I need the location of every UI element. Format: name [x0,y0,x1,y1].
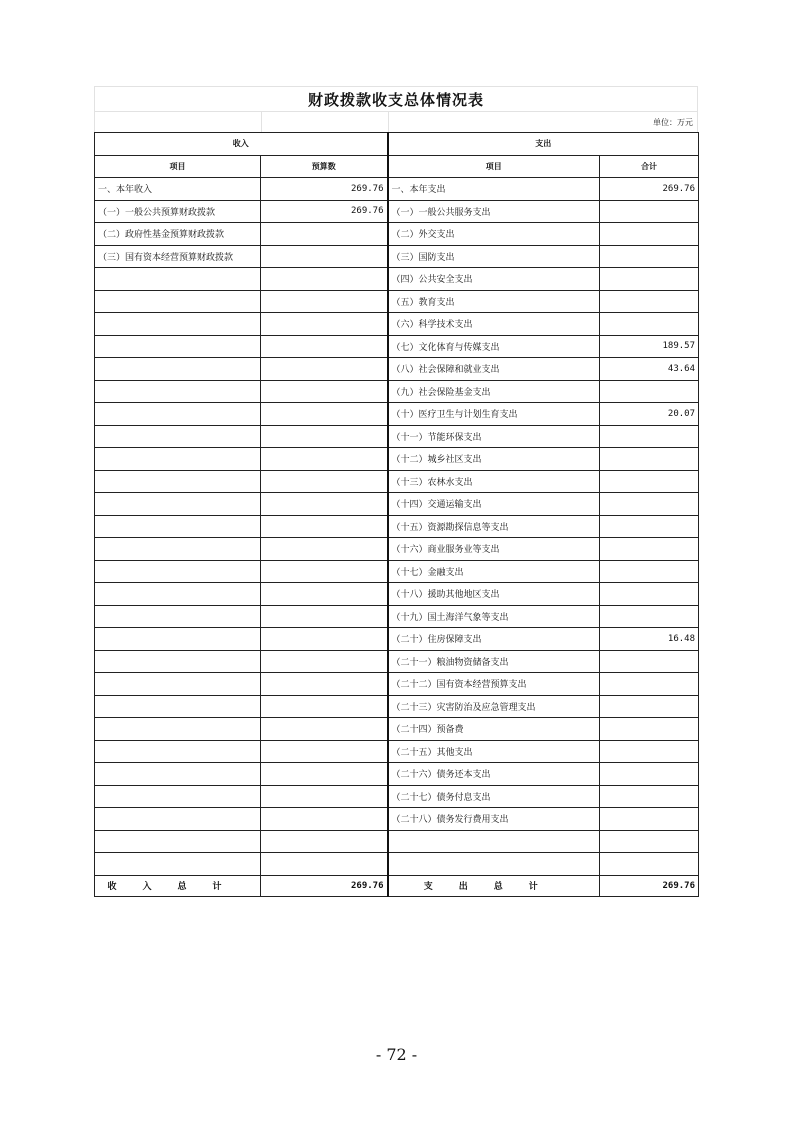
table-row [95,605,699,628]
income-item-cell [95,605,261,628]
expense-item-cell [388,830,600,853]
table-row [95,223,699,246]
income-header: 收入 [95,133,388,156]
table-row [95,448,699,471]
table-row [95,290,699,313]
income-value-cell [261,380,388,403]
expense-value-cell [600,538,699,561]
column-header-row [95,155,699,178]
expense-item-cell: （二十二）国有资本经营预算支出 [388,673,600,696]
col-expense-item: 项目 [388,155,600,178]
expense-value-cell: 189.57 [600,335,699,358]
expense-item-cell: （九）社会保险基金支出 [388,380,600,403]
income-total-value: 269.76 [261,875,388,896]
expense-value-cell [600,245,699,268]
income-value-cell [261,335,388,358]
expense-item-cell: （四）公共安全支出 [388,268,600,291]
unit-spacer-2 [262,112,389,132]
expense-value-cell [600,200,699,223]
income-value-cell: 269.76 [261,178,388,201]
income-item-cell: （一）一般公共预算财政拨款 [95,200,261,223]
expense-item-cell: （十四）交通运输支出 [388,493,600,516]
expense-item-cell: （二十七）债务付息支出 [388,785,600,808]
expense-item-cell: （三）国防支出 [388,245,600,268]
income-value-cell [261,268,388,291]
table-row [95,808,699,831]
income-value-cell [261,583,388,606]
expense-header: 支出 [388,133,699,156]
income-value-cell [261,223,388,246]
income-value-cell [261,853,388,876]
expense-item-cell: （十三）农林水支出 [388,470,600,493]
expense-value-cell [600,290,699,313]
income-item-cell [95,448,261,471]
expense-item-cell: （十五）资源勘探信息等支出 [388,515,600,538]
income-item-cell [95,268,261,291]
income-value-cell [261,763,388,786]
expense-value-cell [600,763,699,786]
income-value-cell [261,358,388,381]
table-row [95,425,699,448]
income-item-cell [95,493,261,516]
budget-sheet [94,86,698,897]
expense-item-cell: （一）一般公共服务支出 [388,200,600,223]
income-item-cell [95,808,261,831]
col-expense-total: 合计 [600,155,699,178]
table-row [95,830,699,853]
expense-value-cell [600,605,699,628]
table-row [95,358,699,381]
expense-value-cell [600,583,699,606]
table-row [95,470,699,493]
expense-value-cell [600,650,699,673]
table-row [95,538,699,561]
income-item-cell [95,740,261,763]
income-value-cell: 269.76 [261,200,388,223]
income-item-cell: （三）国有资本经营预算财政拨款 [95,245,261,268]
income-value-cell [261,448,388,471]
table-row [95,380,699,403]
income-value-cell [261,313,388,336]
income-item-cell [95,763,261,786]
income-value-cell [261,245,388,268]
income-item-cell [95,425,261,448]
expense-value-cell [600,493,699,516]
section-header-row [95,133,699,156]
col-income-item: 项目 [95,155,261,178]
income-item-cell [95,515,261,538]
expense-item-cell: （十六）商业服务业等支出 [388,538,600,561]
income-value-cell [261,808,388,831]
income-item-cell: 一、本年收入 [95,178,261,201]
income-value-cell [261,740,388,763]
income-item-cell [95,290,261,313]
income-value-cell [261,425,388,448]
table-row [95,853,699,876]
income-value-cell [261,830,388,853]
expense-item-cell: （二十八）债务发行费用支出 [388,808,600,831]
income-total-label: 收入总计 [95,875,261,896]
expense-item-cell: （二十）住房保障支出 [388,628,600,651]
col-income-budget: 预算数 [261,155,388,178]
expense-value-cell [600,223,699,246]
expense-value-cell: 20.07 [600,403,699,426]
expense-value-cell [600,448,699,471]
expense-item-cell: （二十四）预备费 [388,718,600,741]
table-row [95,740,699,763]
expense-item-cell: （二十一）粮油物资储备支出 [388,650,600,673]
total-row [95,875,699,896]
table-row [95,268,699,291]
table-row [95,583,699,606]
income-value-cell [261,628,388,651]
expense-value-cell: 43.64 [600,358,699,381]
expense-item-cell: （十九）国土海洋气象等支出 [388,605,600,628]
income-item-cell [95,313,261,336]
unit-label: 单位：万元 [653,117,693,127]
income-item-cell [95,853,261,876]
table-row [95,200,699,223]
expense-item-cell: （十一）节能环保支出 [388,425,600,448]
income-item-cell [95,380,261,403]
table-row [95,335,699,358]
expense-item-cell: （二十五）其他支出 [388,740,600,763]
income-item-cell [95,403,261,426]
table-row [95,178,699,201]
income-item-cell [95,628,261,651]
expense-value-cell: 269.76 [600,178,699,201]
income-value-cell [261,290,388,313]
expense-value-cell [600,830,699,853]
income-value-cell [261,493,388,516]
expense-total-label: 支出总计 [388,875,600,896]
sheet-title: 财政拨款收支总体情况表 [94,86,698,111]
page-number: - 72 - [375,1045,418,1064]
expense-value-cell [600,515,699,538]
expense-item-cell: （十八）援助其他地区支出 [388,583,600,606]
income-value-cell [261,650,388,673]
income-value-cell [261,470,388,493]
income-value-cell [261,605,388,628]
expense-value-cell [600,718,699,741]
table-row [95,695,699,718]
unit-row [94,111,698,132]
expense-item-cell: （十七）金融支出 [388,560,600,583]
expense-item-cell: （六）科学技术支出 [388,313,600,336]
expense-item-cell: （二十三）灾害防治及应急管理支出 [388,695,600,718]
expense-value-cell [600,425,699,448]
table-row [95,673,699,696]
expense-value-cell [600,470,699,493]
expense-value-cell [600,695,699,718]
income-item-cell: （二）政府性基金预算财政拨款 [95,223,261,246]
expense-value-cell [600,740,699,763]
expense-value-cell [600,673,699,696]
income-item-cell [95,470,261,493]
expense-item-cell: （二）外交支出 [388,223,600,246]
income-value-cell [261,673,388,696]
income-value-cell [261,695,388,718]
income-item-cell [95,538,261,561]
expense-item-cell [388,853,600,876]
income-item-cell [95,785,261,808]
expense-value-cell [600,313,699,336]
expense-item-cell: （八）社会保障和就业支出 [388,358,600,381]
expense-value-cell [600,560,699,583]
income-value-cell [261,560,388,583]
expense-value-cell [600,380,699,403]
income-value-cell [261,718,388,741]
expense-value-cell [600,853,699,876]
income-item-cell [95,673,261,696]
unit-spacer-1 [95,112,262,132]
expense-item-cell: （十二）城乡社区支出 [388,448,600,471]
table-row [95,763,699,786]
table-row [95,628,699,651]
expense-value-cell: 16.48 [600,628,699,651]
expense-value-cell [600,808,699,831]
expense-item-cell: （十）医疗卫生与计划生育支出 [388,403,600,426]
income-item-cell [95,583,261,606]
table-row [95,560,699,583]
income-value-cell [261,403,388,426]
expense-value-cell [600,785,699,808]
table-row [95,403,699,426]
expense-total-value: 269.76 [600,875,699,896]
expense-item-cell: （二十六）债务还本支出 [388,763,600,786]
income-item-cell [95,650,261,673]
table-row [95,718,699,741]
expense-item-cell: 一、本年支出 [388,178,600,201]
expense-item-cell: （七）文化体育与传媒支出 [388,335,600,358]
income-item-cell [95,695,261,718]
expense-value-cell [600,268,699,291]
table-row [95,313,699,336]
budget-table [94,132,699,897]
income-item-cell [95,830,261,853]
table-row [95,493,699,516]
income-value-cell [261,538,388,561]
income-item-cell [95,358,261,381]
income-item-cell [95,335,261,358]
table-row [95,245,699,268]
table-row [95,785,699,808]
income-value-cell [261,515,388,538]
expense-item-cell: （五）教育支出 [388,290,600,313]
income-value-cell [261,785,388,808]
income-item-cell [95,718,261,741]
table-row [95,515,699,538]
income-item-cell [95,560,261,583]
table-row [95,650,699,673]
